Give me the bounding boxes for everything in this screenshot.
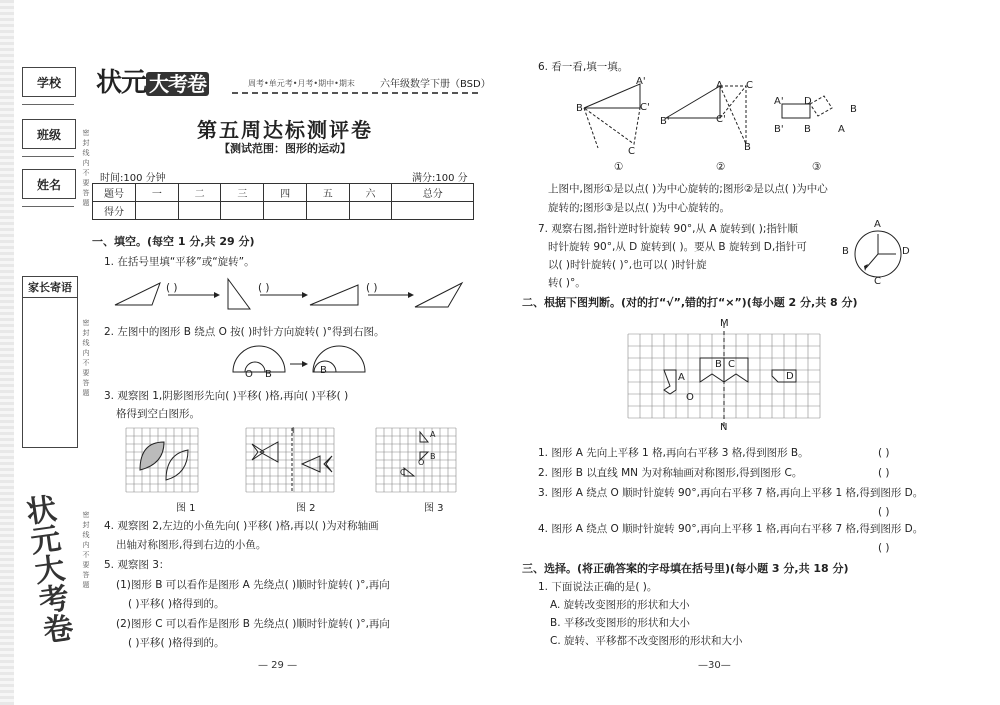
q1-shape-2 (228, 279, 250, 309)
school-label: 学校 (22, 67, 76, 97)
name-label: 姓名 (22, 169, 76, 199)
score-input-cell[interactable] (221, 202, 264, 220)
seal-notice-2: 密封线内不要答题 (82, 319, 90, 397)
question-2: 2. 左图中的图形 B 绕点 O 按( )时针方向旋转( )°得到右图。 (104, 326, 385, 338)
q1-blank-1[interactable]: ( ) (166, 282, 178, 294)
choice-1-option-a[interactable]: A. 旋转改变图形的形状和大小 (550, 599, 690, 611)
score-input-cell[interactable] (349, 202, 392, 220)
section-3-heading: 三、选择。(将正确答案的字母填在括号里)(每小题 3 分,共 18 分) (522, 562, 849, 575)
judgment-1: 1. 图形 A 先向上平移 1 格,再向右平移 3 格,得到图形 B。 (538, 447, 809, 459)
seal-notice-1: 密封线内不要答题 (82, 129, 90, 207)
school-line (22, 104, 74, 105)
figure-3-label-a: A (430, 430, 436, 439)
test-scope: 【测试范围：图形的运动】 (219, 142, 351, 155)
grid-label-d: D (786, 371, 794, 382)
class-label: 班级 (22, 119, 76, 149)
q1-blank-2[interactable]: ( ) (258, 282, 270, 294)
question-5-1-line-1: (1)图形 B 可以看作是图形 A 先绕点( )顺时针旋转( )°,再向 (116, 579, 390, 591)
question-3-line-2: 格得到空白图形。 (116, 408, 200, 420)
q2-arrowhead (302, 361, 308, 367)
choice-1-option-b[interactable]: B. 平移改变图形的形状和大小 (550, 617, 690, 629)
grid-label-n: N (720, 422, 728, 433)
figure-1-shaded-leaf (140, 442, 164, 470)
clock-label-b: B (842, 246, 849, 257)
score-input-cell[interactable] (392, 202, 474, 220)
score-cell: 六 (349, 184, 392, 202)
q1-arrowhead-3 (408, 292, 414, 298)
figure-3-label-b: B (430, 452, 436, 461)
choice-1-option-c[interactable]: C. 旋转、平移都不改变图形的形状和大小 (550, 635, 743, 647)
question-5: 5. 观察图 3： (104, 559, 170, 571)
score-input-cell[interactable] (136, 202, 179, 220)
score-input-cell[interactable] (306, 202, 349, 220)
name-line (22, 206, 74, 207)
question-5-1-line-2: ( )平移( )格得到的。 (128, 598, 225, 610)
question-7-line-2: 时针旋转 90°,从 D 旋转到( )。要从 B 旋转到 D,指针可 (548, 241, 807, 253)
grade-label: 六年级数学下册（BSD） (380, 79, 491, 90)
full-score: 满分:100 分 (412, 173, 468, 184)
judgment-3-answer[interactable]: ( ) (878, 506, 890, 518)
q6-label-b2: B' (660, 116, 670, 127)
grid-label-o: O (686, 392, 694, 403)
clock-label-a: A (874, 219, 881, 230)
q6-label-a3: A' (774, 96, 784, 107)
q1-shape-4 (415, 283, 462, 307)
q6-text-line-2: 旋转的;图形③是以点( )为中心旋转的。 (548, 202, 730, 214)
question-1: 1. 在括号里填“平移”或“旋转”。 (104, 256, 255, 268)
q6-label-b3p: B' (774, 124, 784, 135)
q6-label-b3: B (804, 124, 811, 135)
q1-shape-3 (310, 285, 358, 305)
q6-label-b1: B (576, 103, 583, 114)
q6-label-a2: A (716, 80, 723, 91)
grid-label-a: A (678, 372, 685, 383)
figure-2-line-l: l (292, 426, 295, 435)
q2-right-label-b: B (320, 365, 327, 376)
seal-notice-3: 密封线内不要答题 (82, 511, 90, 589)
choice-1: 1. 下面说法正确的是( )。 (538, 581, 658, 593)
q6-fig1-dash (584, 108, 598, 148)
question-3-line-1: 3. 观察图 1,阴影图形先向( )平移( )格,再向( )平移( ) (104, 390, 349, 402)
question-7-line-1: 7. 观察右图,指针逆时针旋转 90°,从 A 旋转到( );指针顺 (538, 223, 798, 235)
side-brand-logo: 状元大考卷 (24, 491, 76, 650)
judgment-2-answer[interactable]: ( ) (878, 467, 890, 479)
grid-label-b: B (715, 359, 722, 370)
q6-label-b3-right: B (850, 104, 857, 115)
score-table-header-row (93, 184, 474, 202)
figure-1-blank-leaf (166, 450, 188, 480)
grid-label-m: M (720, 318, 729, 329)
parent-message-box (22, 276, 78, 448)
q6-number-1: ① (614, 161, 624, 173)
score-cell: 五 (306, 184, 349, 202)
score-cell: 三 (221, 184, 264, 202)
q6-label-d3: D (804, 96, 812, 107)
q6-label-bb2: B (744, 142, 751, 153)
q6-label-a3b: A (838, 124, 845, 135)
score-row-label: 得分 (93, 202, 136, 220)
q1-shape-1 (115, 283, 160, 305)
clock-arrowhead (864, 264, 868, 271)
section-2-heading: 二、根据下图判断。(对的打“√”,错的打“×”)(每小题 2 分,共 8 分) (522, 296, 858, 309)
question-5-2-line-1: (2)图形 C 可以看作是图形 B 先绕点( )顺时针旋转( )°,再向 (116, 618, 390, 630)
question-5-2-line-2: ( )平移( )格得到的。 (128, 637, 225, 649)
figure-1-grid (126, 428, 200, 492)
q6-fig3-rotated (810, 96, 832, 116)
q6-fig1-triangle (584, 84, 640, 108)
figure-3-caption: 图 3 (424, 503, 444, 514)
figure-2-fish-right-body (302, 456, 320, 472)
page-title: 第五周达标测评卷 (197, 118, 373, 142)
q1-blank-3[interactable]: ( ) (366, 282, 378, 294)
clock-label-c: C (874, 276, 881, 287)
clock-hand (866, 254, 878, 268)
q6-label-c1: C' (640, 102, 650, 113)
grid-label-c: C (728, 359, 735, 370)
exam-tags: 周考•单元考•月考•期中•期末 (248, 79, 355, 88)
question-4-line-2: 出轴对称图形,得到右边的小鱼。 (116, 539, 267, 551)
score-cell: 二 (178, 184, 221, 202)
score-cell: 四 (264, 184, 307, 202)
score-cell: 题号 (93, 184, 136, 202)
judgment-4: 4. 图形 A 绕点 O 顺时针旋转 90°,再向上平移 1 格,再向右平移 7 格,得到图形 D。 (538, 523, 924, 535)
question-4-line-1: 4. 观察图 2,左边的小鱼先向( )平移( )格,再以( )为对称轴画 (104, 520, 379, 532)
figure-2-grid (246, 428, 338, 492)
header-dashed-line (232, 92, 478, 94)
q2-point-o: O (245, 369, 253, 380)
score-input-cell[interactable] (264, 202, 307, 220)
judgment-1-answer[interactable]: ( ) (878, 447, 890, 459)
q2-left-semicircle (233, 346, 285, 372)
section-1-heading: 一、填空。(每空 1 分,共 29 分) (92, 235, 255, 248)
parent-message-title: 家长寄语 (23, 277, 77, 298)
class-line (22, 156, 74, 157)
q6-label-c3: C (746, 80, 753, 91)
q6-fig2-triangle (666, 86, 720, 118)
figure-3-label-o: O (418, 458, 425, 467)
judgment-4-answer[interactable]: ( ) (878, 542, 890, 554)
figure-2-caption: 图 2 (296, 503, 316, 514)
q1-figures (110, 275, 470, 315)
time-limit: 时间:100 分钟 (100, 173, 166, 184)
question-7-line-4: 转( )°。 (548, 277, 586, 289)
question-6: 6. 看一看,填一填。 (538, 61, 629, 73)
page-number-left: — 29 — (258, 660, 298, 671)
q6-label-a1: A' (636, 76, 646, 87)
score-cell: 总分 (392, 184, 474, 202)
binding-strip (0, 0, 14, 705)
q6-number-2: ② (716, 161, 726, 173)
question-7-line-3: 以( )时针旋转( )°,也可以( )时针旋 (548, 259, 707, 271)
clock-dial (852, 228, 906, 282)
clock-label-d: D (902, 246, 910, 257)
figure-3-grid (376, 428, 456, 492)
q6-text-line-1: 上图中,图形①是以点( )为中心旋转的;图形②是以点( )为中心 (548, 183, 828, 195)
q6-label-c2: C' (716, 114, 726, 125)
q2-label-b: B (265, 369, 272, 380)
figure-2-fish-right-tail (324, 456, 332, 472)
brand-highlight: 大考卷 (146, 72, 209, 96)
score-table (92, 183, 474, 220)
score-table-score-row (93, 202, 474, 220)
brand-logo (96, 62, 209, 99)
page-number-right: —30— (698, 660, 731, 671)
judgment-3: 3. 图形 A 绕点 O 顺时针旋转 90°,再向右平移 7 格,再向上平移 1 格,得到图形 D。 (538, 487, 924, 499)
brand-main: 状元 (96, 68, 147, 98)
q6-fig1-rotated (584, 108, 640, 144)
figure-3-label-c: C (400, 468, 406, 477)
q6-number-3: ③ (812, 161, 822, 173)
q1-arrowhead-2 (302, 292, 308, 298)
score-cell: 一 (136, 184, 179, 202)
q6-label-cc1: C (628, 146, 635, 157)
q1-arrowhead-1 (214, 292, 220, 298)
figure-1-caption: 图 1 (176, 503, 196, 514)
judgment-2: 2. 图形 B 以直线 MN 为对称轴画对称图形,得到图形 C。 (538, 467, 803, 479)
score-input-cell[interactable] (178, 202, 221, 220)
